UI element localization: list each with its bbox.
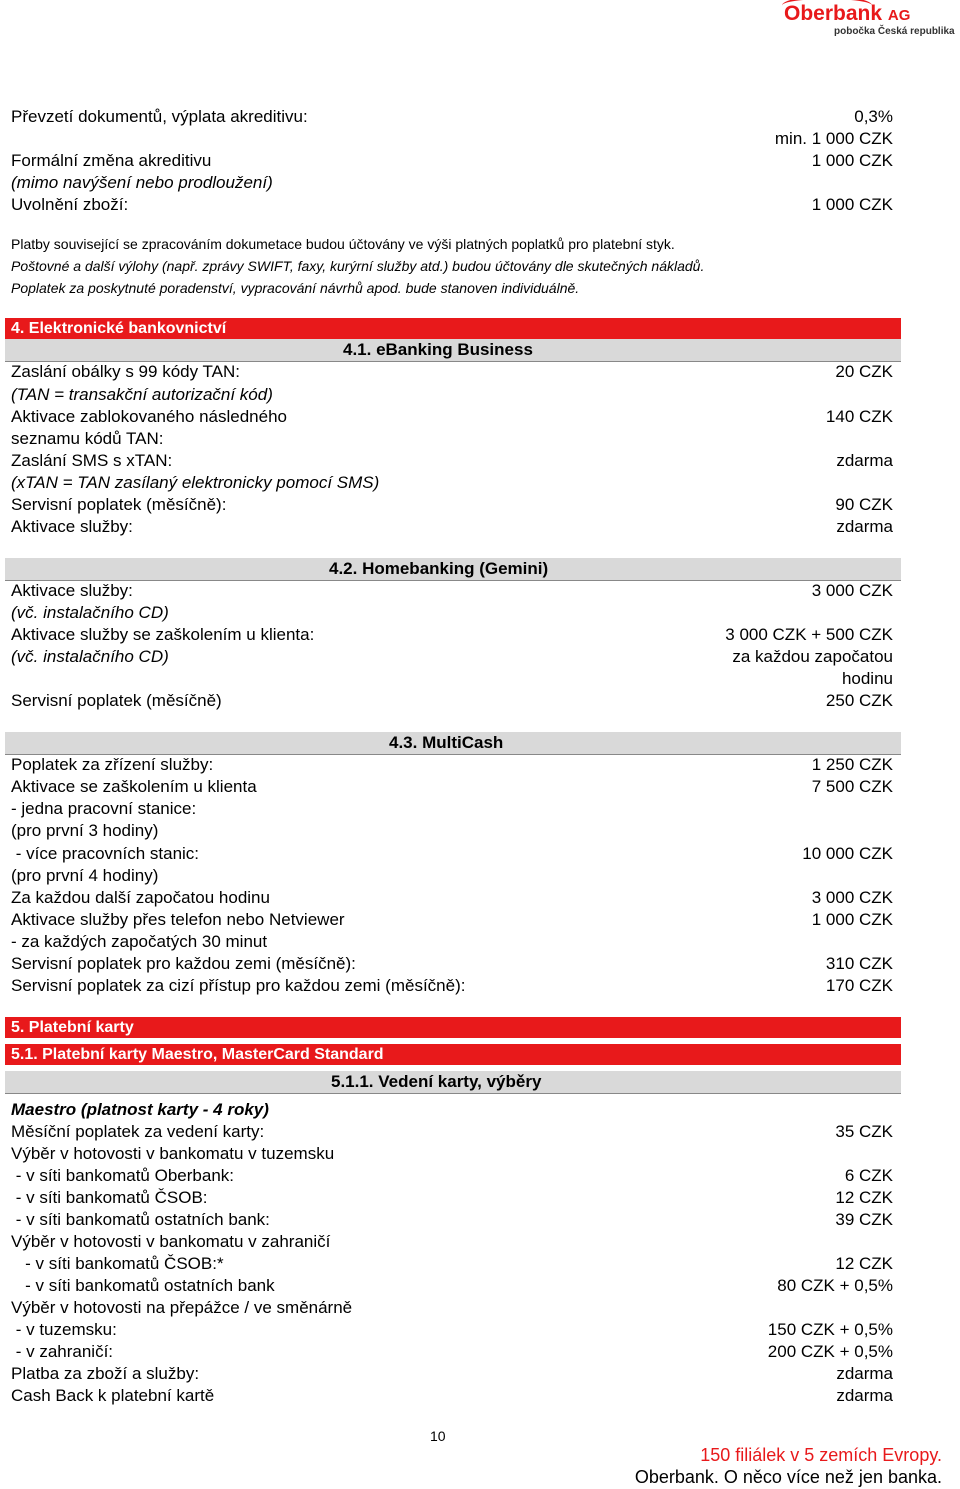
table-row: Výběr v hotovosti v bankomatu v zahraničí [11, 1232, 331, 1251]
table-row: - jedna pracovní stanice: [11, 799, 197, 818]
table-row: Převzetí dokumentů, výplata akreditivu: 0,3% [11, 107, 893, 126]
section-4-header: 4. Elektronické bankovnictví [5, 318, 901, 339]
table-row: Aktivace služby: 3 000 CZK [11, 581, 893, 600]
table-row: (TAN = transakční autorizační kód) [11, 385, 273, 404]
oberbank-logo [784, 2, 960, 42]
table-row: Platba za zboží a služby: zdarma [11, 1364, 893, 1383]
section-5-1-header: 5.1. Platební karty Maestro, MasterCard Standard [5, 1044, 901, 1065]
table-row: - za každých započatých 30 minut [11, 932, 268, 951]
table-row: Servisní poplatek (měsíčně): 90 CZK [11, 495, 893, 514]
table-row: Cash Back k platební kartě zdarma [11, 1386, 893, 1405]
table-row: Poplatek za zřízení služby: 1 250 CZK [11, 755, 893, 774]
table-row: Servisní poplatek za cizí přístup pro každou zemi (měsíčně): 170 CZK [11, 976, 893, 995]
note-text: Poplatek za poskytnuté poradenství, vypracování návrhů apod. bude stanoven individuálně. [11, 280, 580, 296]
table-row: - více pracovních stanic: 10 000 CZK [11, 844, 893, 863]
table-row: Zaslání obálky s 99 kódy TAN: 20 CZK [11, 362, 893, 381]
section-5-header: 5. Platební karty [5, 1017, 901, 1038]
table-row: - v tuzemsku: 150 CZK + 0,5% [11, 1320, 893, 1339]
table-row: (vč. instalačního CD) [11, 603, 169, 622]
section-5-1-1-header: 5.1.1. Vedení karty, výběry [5, 1071, 901, 1094]
table-row: - v síti bankomatů ostatních bank: 39 CZK [11, 1210, 893, 1229]
table-row: (pro první 3 hodiny) [11, 821, 159, 840]
table-row: (vč. instalačního CD) za každou započatou [11, 647, 893, 666]
table-row: Výběr v hotovosti v bankomatu v tuzemsku [11, 1144, 335, 1163]
table-row: Výběr v hotovosti na přepážce / ve směnárně [11, 1298, 353, 1317]
footer-slogan-1: 150 filiálek v 5 zemích Evropy. [700, 1445, 942, 1465]
logo-name: Oberbank AG [784, 2, 911, 25]
table-row: - v síti bankomatů ČSOB: 12 CZK [11, 1188, 893, 1207]
table-row: Aktivace služby se zaškolením u klienta: 3 000 CZK + 500 CZK [11, 625, 893, 644]
ebanking-header: 4.1. eBanking Business [5, 339, 901, 362]
table-row: (xTAN = TAN zasílaný elektronicky pomocí SMS) [11, 473, 380, 492]
table-row: Aktivace služby přes telefon nebo Netviewer 1 000 CZK [11, 910, 893, 929]
table-row: min. 1 000 CZK [774, 129, 893, 148]
table-row: Servisní poplatek pro každou zemi (měsíčně): 310 CZK [11, 954, 893, 973]
multicash-header: 4.3. MultiCash [5, 732, 901, 755]
table-row: Servisní poplatek (měsíčně) 250 CZK [11, 691, 893, 710]
table-row: Aktivace se zaškolením u klienta 7 500 CZK [11, 777, 893, 796]
table-row: Za každou další započatou hodinu 3 000 CZK [11, 888, 893, 907]
table-row: Uvolnění zboží: 1 000 CZK [11, 195, 893, 214]
table-row: Měsíční poplatek za vedení karty: 35 CZK [11, 1122, 893, 1141]
table-row: (pro první 4 hodiny) [11, 866, 159, 885]
table-row: hodinu [841, 669, 893, 688]
logo-subtitle: pobočka Česká republika [834, 26, 955, 37]
table-row: - v síti bankomatů ČSOB:* 12 CZK [11, 1254, 893, 1273]
maestro-heading: Maestro (platnost karty - 4 roky) [11, 1100, 269, 1119]
table-row: Zaslání SMS s xTAN: zdarma [11, 451, 893, 470]
note-text: Platby související se zpracováním dokumetace budou účtovány ve výši platných poplatků pro platební styk. [11, 236, 675, 252]
table-row: Aktivace služby: zdarma [11, 517, 893, 536]
table-row: (mimo navýšení nebo prodloužení) [11, 173, 273, 192]
table-row: Aktivace zablokovaného následného 140 CZK [11, 407, 893, 426]
table-row: - v zahraničí: 200 CZK + 0,5% [11, 1342, 893, 1361]
table-row: - v síti bankomatů Oberbank: 6 CZK [11, 1166, 893, 1185]
page-number: 10 [430, 1428, 446, 1444]
note-text: Poštovné a další výlohy (např. zprávy SWIFT, faxy, kurýrní služby atd.) budou účtovány dle skutečných nákladů. [11, 258, 705, 274]
homebanking-header: 4.2. Homebanking (Gemini) [5, 558, 901, 581]
footer-slogan-2: Oberbank. O něco více než jen banka. [634, 1467, 942, 1487]
table-row: seznamu kódů TAN: [11, 429, 164, 448]
table-row: - v síti bankomatů ostatních bank 80 CZK + 0,5% [11, 1276, 893, 1295]
table-row: Formální změna akreditivu 1 000 CZK [11, 151, 893, 170]
